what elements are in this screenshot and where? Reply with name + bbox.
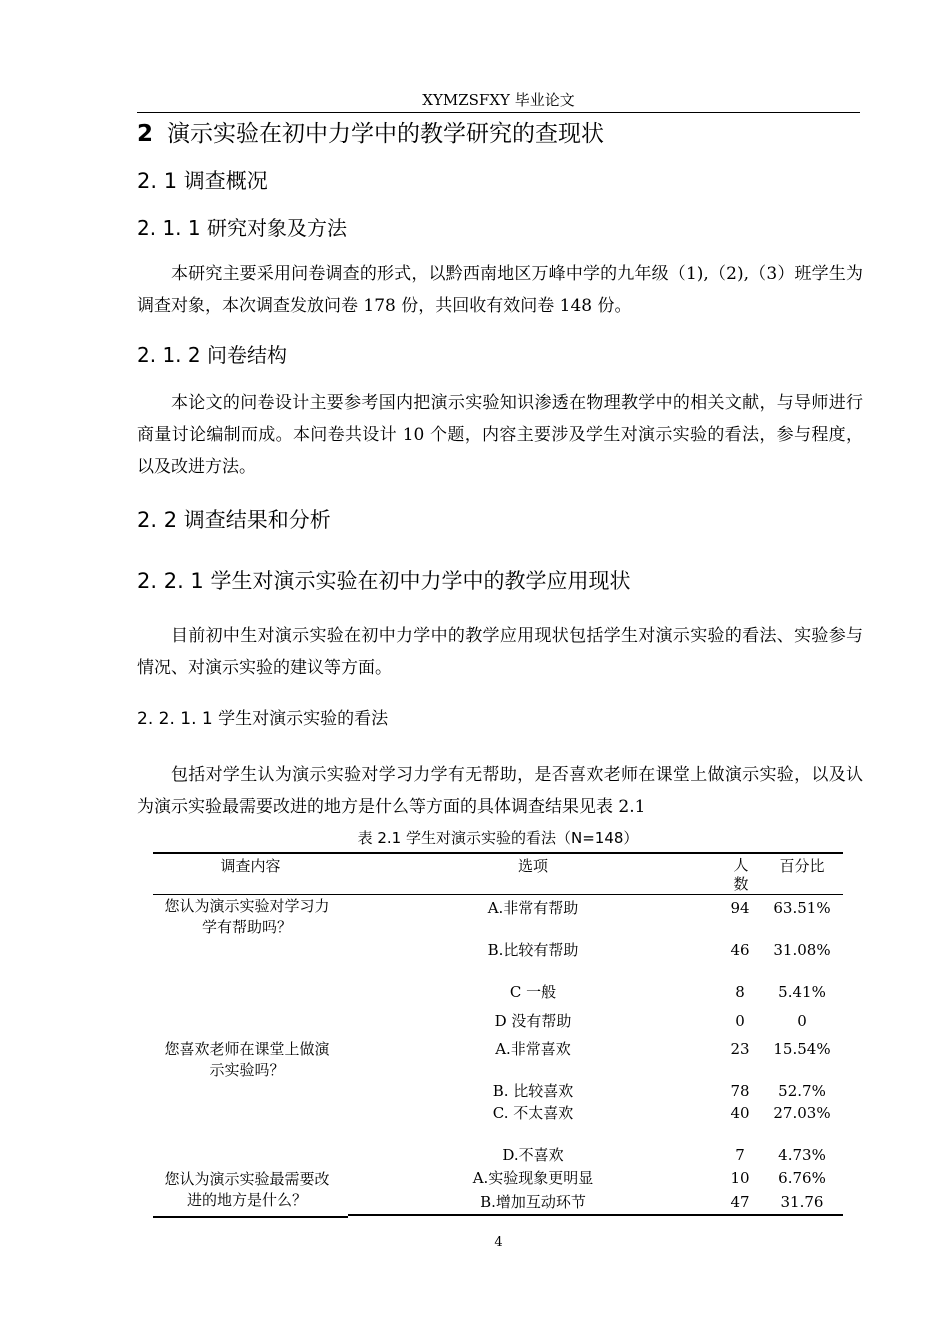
row-count: 8 bbox=[735, 983, 745, 1001]
row-percent: 15.54% bbox=[773, 1040, 831, 1058]
table-caption: 表 2.1 学生对演示实验的看法（N=148） bbox=[357, 829, 639, 847]
row-option: A.非常喜欢 bbox=[495, 1040, 571, 1058]
running-header: XYMZSFXY 毕业论文 bbox=[422, 91, 575, 109]
question-1: 您认为演示实验对学习力学有帮助吗？ bbox=[164, 897, 330, 936]
paragraph-student-views: 包括对学生认为演示实验对学习力学有无帮助，是否喜欢老师在课堂上做演示实验，以及认为演示实验最需要改进的地方是什么等方面的具体调查结果见表 2.1 bbox=[137, 765, 863, 817]
row-count: 46 bbox=[730, 941, 750, 959]
row-percent: 52.7% bbox=[778, 1082, 826, 1100]
row-count: 10 bbox=[730, 1169, 750, 1187]
row-option: B. 比较喜欢 bbox=[492, 1082, 574, 1100]
row-option: B.增加互动环节 bbox=[480, 1193, 586, 1211]
section-heading-2-2-1: 2. 2. 1 学生对演示实验在初中力学中的教学应用现状 bbox=[137, 569, 631, 593]
section-heading-2-1-2: 2. 1. 2 问卷结构 bbox=[137, 343, 287, 367]
row-percent: 5.41% bbox=[778, 983, 826, 1001]
table-bottom-rule-right bbox=[348, 1214, 843, 1216]
row-option: D 没有帮助 bbox=[494, 1012, 572, 1030]
row-count: 0 bbox=[735, 1012, 745, 1030]
row-count: 40 bbox=[730, 1104, 750, 1122]
row-count: 47 bbox=[730, 1193, 750, 1211]
section-heading-2-1: 2. 1 调查概况 bbox=[137, 169, 268, 193]
paragraph-questionnaire-structure: 本论文的问卷设计主要参考国内把演示实验知识渗透在物理教学中的相关文献，与导师进行商量讨论编制而成。本问卷共设计 10 个题，内容主要涉及学生对演示实验的看法，参与程度，以及改进方法。 bbox=[137, 393, 863, 477]
question-3: 您认为演示实验最需要改进的地方是什么？ bbox=[164, 1170, 330, 1209]
section-heading-2-2-1-1: 2. 2. 1. 1 学生对演示实验的看法 bbox=[137, 709, 389, 729]
row-percent: 27.03% bbox=[773, 1104, 831, 1122]
paragraph-application-status: 目前初中生对演示实验在初中力学中的教学应用现状包括学生对演示实验的看法、实验参与情况、对演示实验的建议等方面。 bbox=[137, 626, 863, 678]
header-option: 选项 bbox=[517, 857, 548, 875]
table-bottom-rule-left bbox=[153, 1216, 348, 1218]
row-count: 78 bbox=[730, 1082, 750, 1100]
header-percent: 百分比 bbox=[779, 857, 825, 875]
row-count: 7 bbox=[735, 1146, 745, 1164]
chapter-number: 2 bbox=[137, 121, 154, 147]
row-option: C 一般 bbox=[509, 983, 557, 1001]
question-2: 您喜欢老师在课堂上做演示实验吗？ bbox=[164, 1040, 330, 1079]
row-option: D.不喜欢 bbox=[502, 1146, 564, 1164]
table-top-rule bbox=[153, 852, 843, 854]
header-content: 调查内容 bbox=[220, 857, 281, 875]
page-number: 4 bbox=[494, 1235, 503, 1250]
paragraph-research-method: 本研究主要采用问卷调查的形式，以黔西南地区万峰中学的九年级（1),（2),（3）班学生为调查对象，本次调查发放问卷 178 份，共回收有效问卷 148 份。 bbox=[137, 264, 863, 316]
header-rule bbox=[137, 112, 860, 113]
row-percent: 4.73% bbox=[778, 1146, 826, 1164]
row-count: 23 bbox=[730, 1040, 750, 1058]
table-header-rule bbox=[153, 894, 843, 895]
row-count: 94 bbox=[730, 899, 750, 917]
survey-table bbox=[153, 852, 843, 1218]
row-option: A.非常有帮助 bbox=[487, 899, 579, 917]
section-heading-2-1-1: 2. 1. 1 研究对象及方法 bbox=[137, 216, 347, 240]
chapter-title: 演示实验在初中力学中的教学研究的查现状 bbox=[167, 121, 605, 147]
row-option: A.实验现象更明显 bbox=[472, 1169, 594, 1187]
row-percent: 63.51% bbox=[773, 899, 831, 917]
row-percent: 0 bbox=[797, 1012, 807, 1030]
row-option: B.比较有帮助 bbox=[487, 941, 579, 959]
chapter-heading bbox=[137, 118, 604, 150]
header-count: 人数 bbox=[733, 856, 749, 893]
row-percent: 31.08% bbox=[773, 941, 831, 959]
row-option: C. 不太喜欢 bbox=[492, 1104, 574, 1122]
row-percent: 31.76 bbox=[780, 1193, 824, 1211]
section-heading-2-2: 2. 2 调查结果和分析 bbox=[137, 508, 331, 532]
row-percent: 6.76% bbox=[778, 1169, 826, 1187]
